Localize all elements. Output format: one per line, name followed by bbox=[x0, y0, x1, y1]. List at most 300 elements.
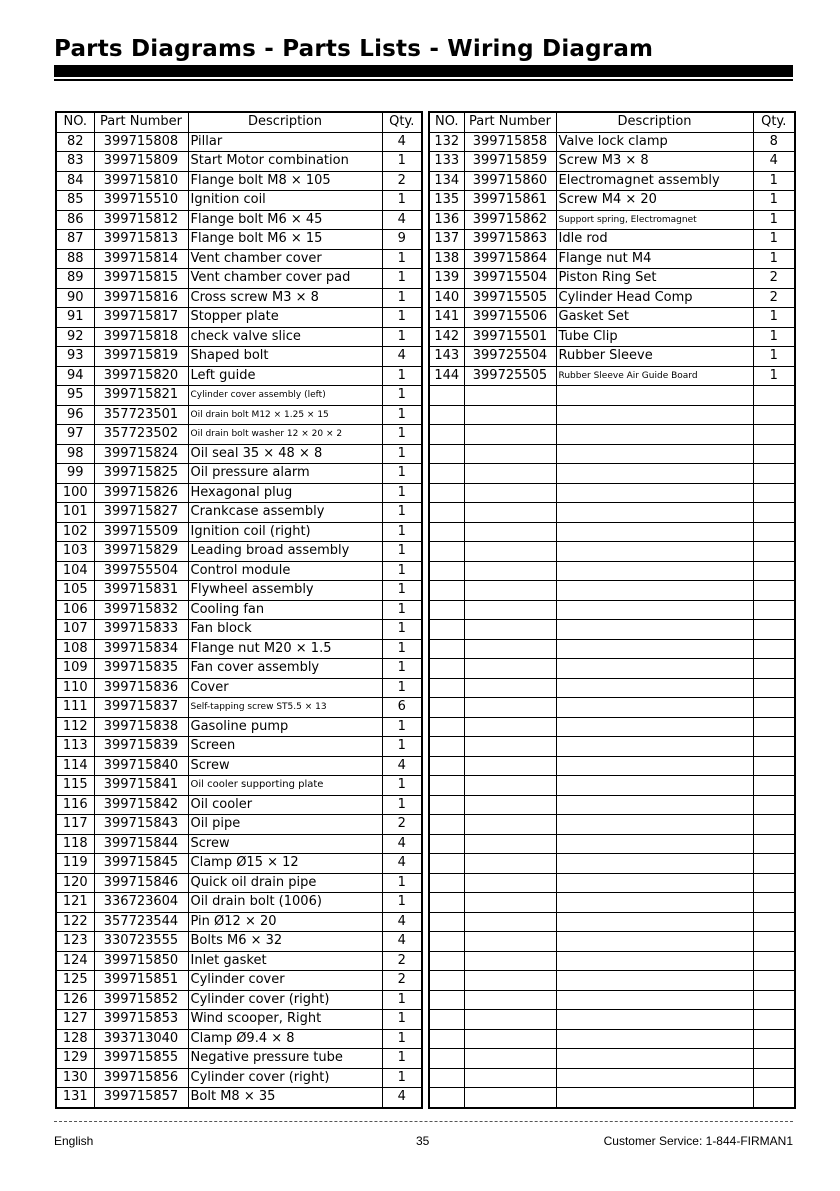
part-description bbox=[556, 1068, 753, 1088]
part-number bbox=[464, 639, 556, 659]
part-number: 399715501 bbox=[464, 327, 556, 347]
part-qty: 1 bbox=[753, 347, 795, 367]
part-number: 399715853 bbox=[94, 1010, 188, 1030]
part-description bbox=[556, 698, 753, 718]
part-number: 399715820 bbox=[94, 366, 188, 386]
table-row bbox=[56, 659, 422, 679]
table-row bbox=[56, 893, 422, 913]
part-number: 399715842 bbox=[94, 795, 188, 815]
part-no: 115 bbox=[56, 776, 94, 796]
part-description: Support spring, Electromagnet bbox=[556, 210, 753, 230]
footer-customer-service: Customer Service: 1-844-FIRMAN1 bbox=[603, 1134, 793, 1148]
part-number: 399715857 bbox=[94, 1088, 188, 1108]
table-row bbox=[56, 776, 422, 796]
part-number: 399715510 bbox=[94, 191, 188, 211]
table-row bbox=[56, 288, 422, 308]
part-description bbox=[556, 483, 753, 503]
part-qty bbox=[753, 386, 795, 406]
page-title: Parts Diagrams - Parts Lists - Wiring Diagram bbox=[54, 36, 654, 62]
part-description bbox=[556, 912, 753, 932]
part-qty: 1 bbox=[382, 425, 422, 445]
part-number: 399715862 bbox=[464, 210, 556, 230]
part-no: 100 bbox=[56, 483, 94, 503]
table-row bbox=[56, 698, 422, 718]
part-number: 399725505 bbox=[464, 366, 556, 386]
table-row bbox=[429, 951, 795, 971]
part-description: Cooling fan bbox=[188, 600, 382, 620]
part-number bbox=[464, 1029, 556, 1049]
part-number: 330723555 bbox=[94, 932, 188, 952]
table-row bbox=[56, 1068, 422, 1088]
part-description: Quick oil drain pipe bbox=[188, 873, 382, 893]
part-number: 399715850 bbox=[94, 951, 188, 971]
part-qty: 1 bbox=[753, 191, 795, 211]
part-description: Gasket Set bbox=[556, 308, 753, 328]
table-row bbox=[429, 834, 795, 854]
header-part-number: Part Number bbox=[94, 112, 188, 132]
part-qty: 1 bbox=[382, 327, 422, 347]
part-number bbox=[464, 405, 556, 425]
part-no: 142 bbox=[429, 327, 464, 347]
part-no: 104 bbox=[56, 561, 94, 581]
part-number: 399715815 bbox=[94, 269, 188, 289]
part-number bbox=[464, 1010, 556, 1030]
part-qty: 1 bbox=[382, 639, 422, 659]
part-number bbox=[464, 464, 556, 484]
part-qty: 1 bbox=[382, 522, 422, 542]
table-row bbox=[56, 971, 422, 991]
part-no bbox=[429, 1010, 464, 1030]
part-qty: 1 bbox=[382, 269, 422, 289]
table-row bbox=[56, 912, 422, 932]
part-description bbox=[556, 405, 753, 425]
table-row bbox=[429, 366, 795, 386]
part-number: 399715844 bbox=[94, 834, 188, 854]
part-qty: 2 bbox=[382, 815, 422, 835]
part-description: Clamp Ø9.4 × 8 bbox=[188, 1029, 382, 1049]
part-description bbox=[556, 971, 753, 991]
part-description: Oil pressure alarm bbox=[188, 464, 382, 484]
part-qty: 1 bbox=[382, 386, 422, 406]
table-row bbox=[429, 542, 795, 562]
part-description bbox=[556, 464, 753, 484]
part-description bbox=[556, 561, 753, 581]
part-number: 399715845 bbox=[94, 854, 188, 874]
part-description: Shaped bolt bbox=[188, 347, 382, 367]
table-row bbox=[429, 795, 795, 815]
part-description bbox=[556, 503, 753, 523]
part-qty bbox=[753, 932, 795, 952]
table-row bbox=[429, 717, 795, 737]
part-description: Cover bbox=[188, 678, 382, 698]
part-description bbox=[556, 678, 753, 698]
part-description bbox=[556, 425, 753, 445]
part-description: Cylinder cover (right) bbox=[188, 990, 382, 1010]
part-no bbox=[429, 951, 464, 971]
part-number: 399715864 bbox=[464, 249, 556, 269]
part-qty: 1 bbox=[753, 308, 795, 328]
part-description: Start Motor combination bbox=[188, 152, 382, 172]
part-number bbox=[464, 951, 556, 971]
part-description: Crankcase assembly bbox=[188, 503, 382, 523]
part-description: Cylinder Head Comp bbox=[556, 288, 753, 308]
part-no bbox=[429, 405, 464, 425]
part-number: 399715834 bbox=[94, 639, 188, 659]
table-row bbox=[429, 581, 795, 601]
part-description bbox=[556, 620, 753, 640]
part-qty: 8 bbox=[753, 132, 795, 152]
part-no bbox=[429, 1088, 464, 1108]
table-row bbox=[429, 893, 795, 913]
part-description: Flange bolt M6 × 45 bbox=[188, 210, 382, 230]
part-qty bbox=[753, 659, 795, 679]
table-row bbox=[56, 366, 422, 386]
part-no: 112 bbox=[56, 717, 94, 737]
part-number: 399715838 bbox=[94, 717, 188, 737]
table-row bbox=[56, 386, 422, 406]
part-number bbox=[464, 854, 556, 874]
part-no bbox=[429, 659, 464, 679]
table-header-row bbox=[56, 112, 422, 132]
parts-table-right-body bbox=[429, 132, 795, 1108]
part-no: 99 bbox=[56, 464, 94, 484]
part-description bbox=[556, 737, 753, 757]
part-qty bbox=[753, 1029, 795, 1049]
part-qty bbox=[753, 678, 795, 698]
table-row bbox=[56, 444, 422, 464]
part-number: 399715840 bbox=[94, 756, 188, 776]
part-qty: 1 bbox=[382, 308, 422, 328]
table-row bbox=[429, 776, 795, 796]
part-number: 399715827 bbox=[94, 503, 188, 523]
part-qty: 1 bbox=[382, 1068, 422, 1088]
table-row bbox=[56, 854, 422, 874]
part-no bbox=[429, 483, 464, 503]
table-row bbox=[56, 1029, 422, 1049]
part-no: 103 bbox=[56, 542, 94, 562]
parts-table-left bbox=[55, 111, 423, 1109]
part-no: 113 bbox=[56, 737, 94, 757]
part-no: 137 bbox=[429, 230, 464, 250]
table-row bbox=[429, 444, 795, 464]
part-number: 399715817 bbox=[94, 308, 188, 328]
part-qty: 1 bbox=[382, 288, 422, 308]
part-qty bbox=[753, 698, 795, 718]
part-qty: 1 bbox=[382, 1010, 422, 1030]
table-row bbox=[56, 230, 422, 250]
part-description bbox=[556, 1010, 753, 1030]
part-no: 116 bbox=[56, 795, 94, 815]
table-row bbox=[56, 678, 422, 698]
part-no bbox=[429, 444, 464, 464]
part-qty bbox=[753, 561, 795, 581]
part-number bbox=[464, 795, 556, 815]
part-qty: 4 bbox=[382, 932, 422, 952]
part-description bbox=[556, 795, 753, 815]
part-qty: 1 bbox=[382, 366, 422, 386]
part-qty: 2 bbox=[382, 171, 422, 191]
part-qty: 1 bbox=[382, 249, 422, 269]
part-description: Rubber Sleeve bbox=[556, 347, 753, 367]
part-description: Cylinder cover assembly (left) bbox=[188, 386, 382, 406]
part-description: Fan cover assembly bbox=[188, 659, 382, 679]
part-qty: 2 bbox=[753, 288, 795, 308]
part-description: Ignition coil (right) bbox=[188, 522, 382, 542]
part-qty: 9 bbox=[382, 230, 422, 250]
part-qty: 1 bbox=[753, 210, 795, 230]
part-no: 87 bbox=[56, 230, 94, 250]
part-number: 399715836 bbox=[94, 678, 188, 698]
header-description: Description bbox=[188, 112, 382, 132]
part-no: 95 bbox=[56, 386, 94, 406]
part-qty: 4 bbox=[382, 854, 422, 874]
table-row bbox=[56, 951, 422, 971]
part-no bbox=[429, 425, 464, 445]
table-row bbox=[56, 269, 422, 289]
part-description bbox=[556, 873, 753, 893]
part-description: Leading broad assembly bbox=[188, 542, 382, 562]
part-qty: 2 bbox=[382, 951, 422, 971]
part-qty bbox=[753, 756, 795, 776]
table-row bbox=[56, 795, 422, 815]
header-part-number: Part Number bbox=[464, 112, 556, 132]
footer-divider bbox=[54, 1121, 793, 1122]
part-qty bbox=[753, 795, 795, 815]
table-row bbox=[56, 347, 422, 367]
part-number: 399715809 bbox=[94, 152, 188, 172]
part-number: 399715846 bbox=[94, 873, 188, 893]
table-row bbox=[56, 600, 422, 620]
part-qty bbox=[753, 737, 795, 757]
part-number: 399715835 bbox=[94, 659, 188, 679]
part-number bbox=[464, 756, 556, 776]
part-qty: 1 bbox=[753, 230, 795, 250]
part-description: Flange bolt M6 × 15 bbox=[188, 230, 382, 250]
part-description bbox=[556, 659, 753, 679]
part-number bbox=[464, 386, 556, 406]
part-number: 399715505 bbox=[464, 288, 556, 308]
part-qty: 1 bbox=[382, 873, 422, 893]
part-no: 90 bbox=[56, 288, 94, 308]
part-no: 120 bbox=[56, 873, 94, 893]
table-row bbox=[429, 425, 795, 445]
parts-table-left-body bbox=[56, 132, 422, 1108]
part-no: 127 bbox=[56, 1010, 94, 1030]
part-qty: 1 bbox=[382, 152, 422, 172]
part-qty bbox=[753, 717, 795, 737]
part-number bbox=[464, 912, 556, 932]
table-row bbox=[429, 210, 795, 230]
part-number: 399715858 bbox=[464, 132, 556, 152]
part-number bbox=[464, 1068, 556, 1088]
part-qty: 4 bbox=[382, 210, 422, 230]
part-no: 138 bbox=[429, 249, 464, 269]
part-no: 109 bbox=[56, 659, 94, 679]
table-row bbox=[429, 269, 795, 289]
part-description: Bolt M8 × 35 bbox=[188, 1088, 382, 1108]
part-no bbox=[429, 464, 464, 484]
table-row bbox=[56, 990, 422, 1010]
part-qty: 4 bbox=[753, 152, 795, 172]
part-description: Clamp Ø15 × 12 bbox=[188, 854, 382, 874]
part-description: Piston Ring Set bbox=[556, 269, 753, 289]
part-number: 399725504 bbox=[464, 347, 556, 367]
part-description bbox=[556, 893, 753, 913]
part-no: 136 bbox=[429, 210, 464, 230]
part-no: 93 bbox=[56, 347, 94, 367]
part-description bbox=[556, 776, 753, 796]
part-description: Left guide bbox=[188, 366, 382, 386]
table-row bbox=[429, 639, 795, 659]
table-row bbox=[56, 834, 422, 854]
part-number bbox=[464, 620, 556, 640]
part-qty: 6 bbox=[382, 698, 422, 718]
part-no bbox=[429, 600, 464, 620]
table-row bbox=[429, 152, 795, 172]
part-number bbox=[464, 678, 556, 698]
part-no bbox=[429, 756, 464, 776]
part-no bbox=[429, 815, 464, 835]
part-qty: 2 bbox=[382, 971, 422, 991]
header-qty: Qty. bbox=[382, 112, 422, 132]
part-number bbox=[464, 815, 556, 835]
part-no: 130 bbox=[56, 1068, 94, 1088]
part-number bbox=[464, 503, 556, 523]
part-no: 89 bbox=[56, 269, 94, 289]
table-row bbox=[429, 503, 795, 523]
part-description bbox=[556, 756, 753, 776]
part-description: Flywheel assembly bbox=[188, 581, 382, 601]
part-no bbox=[429, 776, 464, 796]
part-number bbox=[464, 444, 556, 464]
header-qty: Qty. bbox=[753, 112, 795, 132]
part-description bbox=[556, 386, 753, 406]
part-description bbox=[556, 1049, 753, 1069]
part-number: 399715839 bbox=[94, 737, 188, 757]
table-row bbox=[56, 327, 422, 347]
part-qty: 1 bbox=[382, 561, 422, 581]
part-description: Screw M3 × 8 bbox=[556, 152, 753, 172]
part-description: Oil drain bolt (1006) bbox=[188, 893, 382, 913]
part-qty bbox=[753, 776, 795, 796]
part-no bbox=[429, 737, 464, 757]
part-description: Control module bbox=[188, 561, 382, 581]
part-description: Cylinder cover (right) bbox=[188, 1068, 382, 1088]
table-row bbox=[429, 912, 795, 932]
table-row bbox=[429, 191, 795, 211]
part-description: Oil seal 35 × 48 × 8 bbox=[188, 444, 382, 464]
part-no bbox=[429, 581, 464, 601]
part-number: 399715826 bbox=[94, 483, 188, 503]
part-qty bbox=[753, 620, 795, 640]
part-number: 399715825 bbox=[94, 464, 188, 484]
part-description: Tube Clip bbox=[556, 327, 753, 347]
part-no: 114 bbox=[56, 756, 94, 776]
part-description: Valve lock clamp bbox=[556, 132, 753, 152]
part-number: 399715859 bbox=[464, 152, 556, 172]
header-no: NO. bbox=[429, 112, 464, 132]
part-no: 92 bbox=[56, 327, 94, 347]
part-no: 86 bbox=[56, 210, 94, 230]
part-number: 399715818 bbox=[94, 327, 188, 347]
part-no bbox=[429, 912, 464, 932]
part-number: 399715856 bbox=[94, 1068, 188, 1088]
part-number: 399715821 bbox=[94, 386, 188, 406]
part-number: 399755504 bbox=[94, 561, 188, 581]
part-number: 399715506 bbox=[464, 308, 556, 328]
part-number: 399715855 bbox=[94, 1049, 188, 1069]
table-row bbox=[56, 737, 422, 757]
part-number: 399715509 bbox=[94, 522, 188, 542]
part-no bbox=[429, 386, 464, 406]
part-number: 399715860 bbox=[464, 171, 556, 191]
part-description: Cylinder cover bbox=[188, 971, 382, 991]
title-rule-thin bbox=[54, 79, 793, 81]
header-no: NO. bbox=[56, 112, 94, 132]
part-no bbox=[429, 932, 464, 952]
part-qty: 1 bbox=[382, 191, 422, 211]
part-no bbox=[429, 698, 464, 718]
part-no: 106 bbox=[56, 600, 94, 620]
part-description: Electromagnet assembly bbox=[556, 171, 753, 191]
part-qty bbox=[753, 639, 795, 659]
part-qty bbox=[753, 522, 795, 542]
part-no: 128 bbox=[56, 1029, 94, 1049]
table-row bbox=[56, 210, 422, 230]
part-qty: 1 bbox=[753, 366, 795, 386]
part-no: 143 bbox=[429, 347, 464, 367]
part-no: 84 bbox=[56, 171, 94, 191]
table-row bbox=[56, 425, 422, 445]
part-number: 336723604 bbox=[94, 893, 188, 913]
part-qty bbox=[753, 1088, 795, 1108]
part-qty: 1 bbox=[382, 483, 422, 503]
part-no bbox=[429, 678, 464, 698]
part-no: 122 bbox=[56, 912, 94, 932]
part-no bbox=[429, 717, 464, 737]
part-qty: 1 bbox=[382, 405, 422, 425]
part-number: 399715861 bbox=[464, 191, 556, 211]
part-no: 140 bbox=[429, 288, 464, 308]
part-qty bbox=[753, 893, 795, 913]
part-qty: 4 bbox=[382, 1088, 422, 1108]
part-number: 399715824 bbox=[94, 444, 188, 464]
table-row bbox=[429, 132, 795, 152]
table-row bbox=[429, 1029, 795, 1049]
part-no: 118 bbox=[56, 834, 94, 854]
table-row bbox=[429, 483, 795, 503]
table-row bbox=[429, 756, 795, 776]
part-qty: 4 bbox=[382, 347, 422, 367]
part-no: 124 bbox=[56, 951, 94, 971]
part-qty bbox=[753, 464, 795, 484]
part-description bbox=[556, 990, 753, 1010]
part-qty bbox=[753, 1010, 795, 1030]
part-no: 96 bbox=[56, 405, 94, 425]
part-number: 399715814 bbox=[94, 249, 188, 269]
part-qty: 1 bbox=[753, 327, 795, 347]
part-no: 101 bbox=[56, 503, 94, 523]
part-no bbox=[429, 639, 464, 659]
part-qty bbox=[753, 815, 795, 835]
part-no: 111 bbox=[56, 698, 94, 718]
part-number bbox=[464, 990, 556, 1010]
part-description: Fan block bbox=[188, 620, 382, 640]
part-description bbox=[556, 600, 753, 620]
part-no: 85 bbox=[56, 191, 94, 211]
table-row bbox=[56, 483, 422, 503]
part-qty: 4 bbox=[382, 834, 422, 854]
